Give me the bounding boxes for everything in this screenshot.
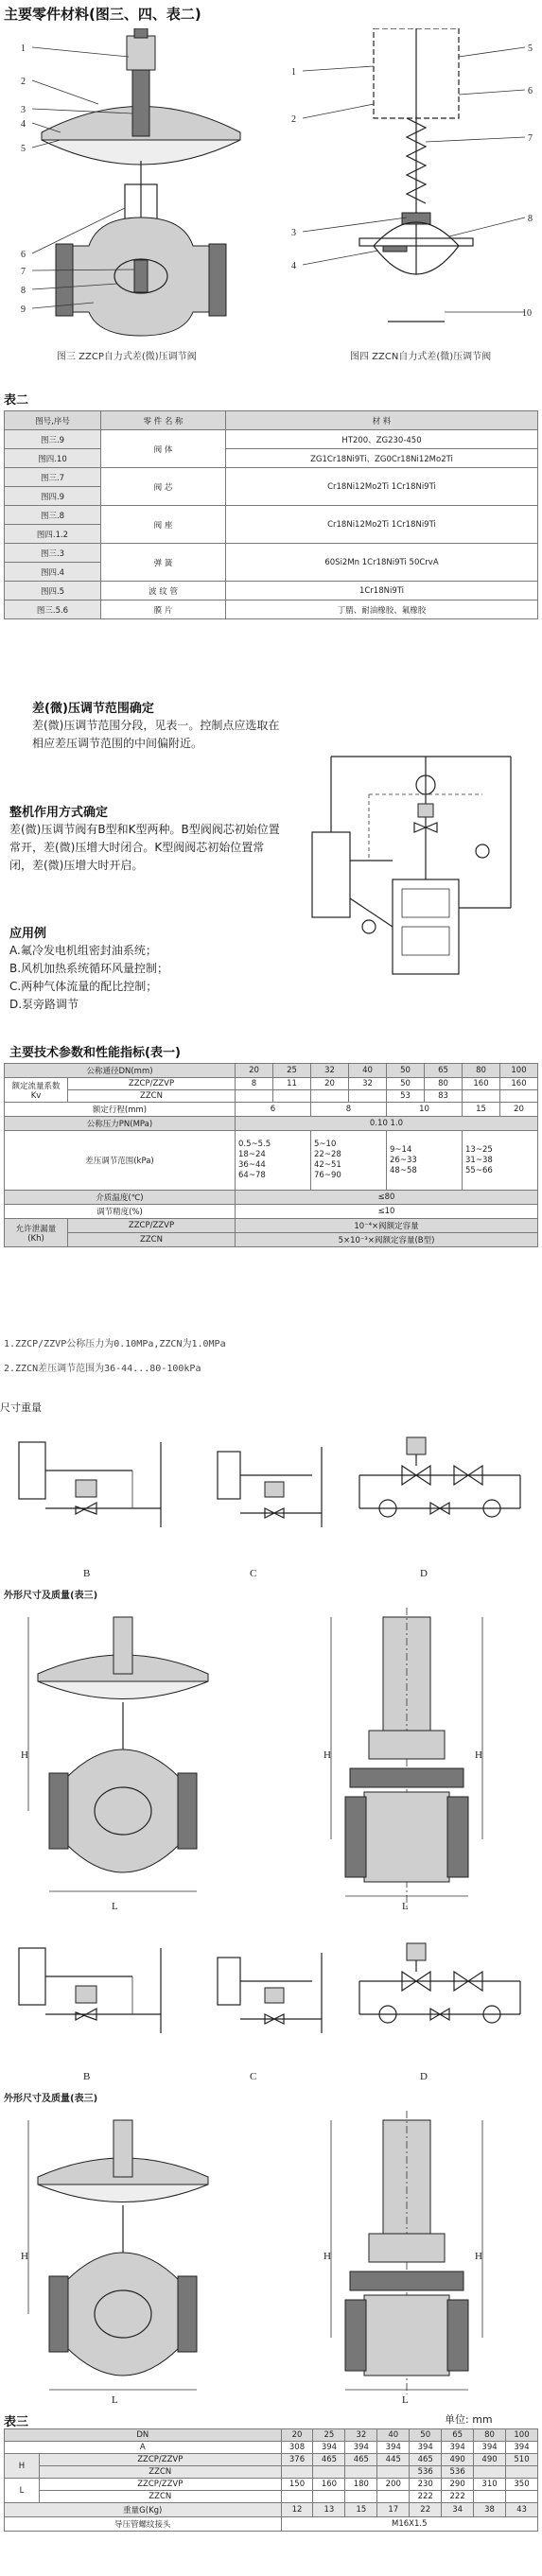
t3-l-cell: 230: [410, 2479, 442, 2491]
fig3-label-1: 1: [21, 44, 26, 54]
t3-dn-cell: 20: [281, 2429, 313, 2442]
scheme-label-b: B: [83, 1568, 91, 1579]
tech-params-table: [4, 1063, 538, 1247]
table2-mat: 1Cr18Ni9Ti: [226, 582, 538, 600]
t3-weight-cell: 38: [474, 2503, 506, 2517]
t3-a-cell: 394: [506, 2442, 538, 2454]
t3-h-cell: 490: [442, 2454, 474, 2466]
kv-zzcn-label: ZZCN: [68, 1090, 236, 1103]
t3-l-label: L: [5, 2479, 40, 2503]
accuracy-label: 调节精度(%): [5, 1205, 236, 1219]
range-value: 26~33: [390, 1155, 417, 1165]
scheme-label-d: D: [420, 2071, 428, 2082]
dimensions-table: [4, 2428, 538, 2532]
dimension-drawings-2: [9, 2111, 534, 2404]
table2-name: 阀 芯: [101, 468, 226, 506]
stroke-cell: 15: [463, 1103, 500, 1117]
t3-l-cell: 310: [474, 2479, 506, 2491]
dn-cell: 25: [273, 1064, 311, 1078]
figure-4-drawing: [284, 28, 539, 340]
action-title: 整机作用方式确定: [9, 806, 109, 820]
kv-cell: 20: [311, 1078, 349, 1090]
t3-l-cell: [281, 2491, 313, 2503]
t3-l-cell: [345, 2491, 377, 2503]
kv-cell: [349, 1090, 387, 1103]
t3-l-cell: 180: [345, 2479, 377, 2491]
t3-h-cell: [345, 2466, 377, 2479]
t3-l-cell: [474, 2491, 506, 2503]
kv-cell: [311, 1090, 349, 1103]
t3-h-cell: [474, 2466, 506, 2479]
t3-l-cell: 222: [410, 2491, 442, 2503]
stroke-cell: 10: [387, 1103, 463, 1117]
t3-dn-cell: 40: [377, 2429, 410, 2442]
range-col-1: [236, 1131, 311, 1191]
range-value: 0.5~5.5: [238, 1140, 271, 1149]
kv-cell: [500, 1090, 538, 1103]
t3-l-zzcp-label: ZZCP/ZZVP: [40, 2479, 282, 2491]
application-item-b: B.风机加热系统循环风量控制；: [9, 962, 169, 975]
range-label: 差压调节范围(kPa): [5, 1131, 236, 1191]
leak-label: 允许泄漏量(Kh): [5, 1219, 68, 1247]
section-title-materials: 主要零件材料(图三、四、表二): [4, 6, 201, 23]
t3-dn-cell: 100: [506, 2429, 538, 2442]
table2-fig: 图四.5: [5, 582, 101, 600]
dn-label: 公称通径DN(mm): [5, 1064, 236, 1078]
table2-fig: 图三.3: [5, 544, 101, 563]
table2-fig: 图四.1.2: [5, 525, 101, 544]
t3-h-cell: 536: [410, 2466, 442, 2479]
t3-weight-cell: 12: [281, 2503, 313, 2517]
leak-zzcn-value: 5×10⁻³×阀额定容量(B型): [236, 1233, 538, 1247]
kv-cell: 32: [349, 1078, 387, 1090]
t3-h-zzcn-label: ZZCN: [40, 2466, 282, 2479]
t3-h-cell: 376: [281, 2454, 313, 2466]
pn-value: 0.10 1.0: [236, 1117, 538, 1131]
t3-l-cell: 290: [442, 2479, 474, 2491]
fig4-label-8: 8: [528, 214, 533, 224]
t3-l-zzcn-label: ZZCN: [40, 2491, 282, 2503]
t3-thread-label: 导压管螺纹接头: [5, 2517, 282, 2532]
table2-fig: 图三.5.6: [5, 600, 101, 619]
kv-cell: 160: [463, 1078, 500, 1090]
t3-weight-cell: 15: [345, 2503, 377, 2517]
scheme-label-b: B: [83, 2071, 91, 2082]
range-value: 76~90: [314, 1171, 341, 1180]
dim-h-label: H: [21, 1749, 28, 1761]
table2-name: 弹 簧: [101, 544, 226, 582]
scheme-label-c: C: [250, 1568, 257, 1579]
installation-schemes-2: [9, 1929, 534, 2062]
t3-dn-cell: 80: [474, 2429, 506, 2442]
table2-mat: Cr18Ni12Mo2Ti 1Cr18Ni9Ti: [226, 468, 538, 506]
table2-fig: 图三.7: [5, 468, 101, 487]
t3-h-cell: [506, 2466, 538, 2479]
kv-cell: 11: [273, 1078, 311, 1090]
range-value: 22~28: [314, 1150, 341, 1159]
table2-name: 阀 座: [101, 506, 226, 544]
dim-h-label: H: [323, 1749, 331, 1761]
dn-cell: 32: [311, 1064, 349, 1078]
dim-h-label: H: [475, 1749, 482, 1761]
dn-cell: 100: [500, 1064, 538, 1078]
range-text: 差(微)压调节范围分段，见表一。控制点应选取在相应差压调节范围的中间偏附近。: [32, 719, 280, 750]
dim-h-label: H: [475, 2251, 482, 2262]
t3-h-cell: 445: [377, 2454, 410, 2466]
range-value: 36~44: [238, 1160, 266, 1170]
application-item-a: A.氟冷发电机组密封油系统；: [9, 944, 157, 957]
t3-a-cell: 394: [377, 2442, 410, 2454]
t3-l-cell: [506, 2491, 538, 2503]
table2-name: 膜 片: [101, 600, 226, 619]
t3-a-cell: 394: [313, 2442, 345, 2454]
t3-l-cell: 200: [377, 2479, 410, 2491]
table2-header-material: 材 料: [226, 411, 538, 430]
table3-title: 表三: [4, 2415, 29, 2429]
fig3-label-6: 6: [21, 250, 26, 260]
t3-h-cell: 510: [506, 2454, 538, 2466]
t3-weight-cell: 34: [442, 2503, 474, 2517]
fig3-label-7: 7: [21, 267, 26, 277]
application-item-d: D.泵旁路调节: [9, 998, 79, 1011]
dim-l-label: L: [112, 1901, 118, 1912]
kv-cell: 50: [387, 1078, 425, 1090]
kv-cell: 160: [500, 1078, 538, 1090]
action-text: 差(微)压调节阀有B型和K型两种。B型阀阀芯初始位置常开，差(微)压增大时闭合。K型阀阀芯初始位置常闭，差(微)压增大时开启。: [9, 823, 280, 872]
fig4-label-2: 2: [291, 114, 296, 125]
t3-weight-cell: 22: [410, 2503, 442, 2517]
dim-title-2: 外形尺寸及质量(表三): [4, 2094, 98, 2104]
table2-fig: 图四.4: [5, 563, 101, 582]
table2-mat: 丁腈、耐油橡胶、氟橡胶: [226, 600, 538, 619]
range-value: 64~78: [238, 1171, 266, 1180]
dn-cell: 20: [236, 1064, 273, 1078]
stroke-cell: 20: [500, 1103, 538, 1117]
range-value: 18~24: [238, 1150, 266, 1159]
table2-title: 表二: [4, 393, 29, 408]
fig3-label-4: 4: [21, 119, 26, 130]
t3-a-cell: 394: [474, 2442, 506, 2454]
range-value: 55~66: [465, 1165, 493, 1175]
t3-h-cell: 490: [474, 2454, 506, 2466]
t3-dn-label: DN: [5, 2429, 282, 2442]
fig3-label-9: 9: [21, 305, 26, 315]
t3-l-cell: 350: [506, 2479, 538, 2491]
dim-l-label: L: [112, 2394, 118, 2406]
installation-schemes-1: [9, 1423, 534, 1556]
dim-h-label: H: [21, 2251, 28, 2262]
t3-dn-cell: 65: [442, 2429, 474, 2442]
table2-mat: ZG1Cr18Ni9Ti、ZG0Cr18Ni12Mo2Ti: [226, 449, 538, 468]
t3-h-cell: 465: [345, 2454, 377, 2466]
fig4-label-7: 7: [528, 133, 533, 144]
application-list: [9, 942, 168, 1014]
t3-a-cell: 394: [345, 2442, 377, 2454]
table2-fig: 图三.8: [5, 506, 101, 525]
temp-label: 介质温度(℃): [5, 1191, 236, 1205]
kv-cell: [463, 1090, 500, 1103]
fig3-label-5: 5: [21, 144, 26, 154]
t3-dn-cell: 25: [313, 2429, 345, 2442]
t3-h-cell: [281, 2466, 313, 2479]
t3-a-cell: 308: [281, 2442, 313, 2454]
t3-dn-cell: 32: [345, 2429, 377, 2442]
table3-unit: 单位: mm: [445, 2413, 493, 2426]
t3-h-label: H: [5, 2454, 40, 2479]
t3-l-cell: [377, 2491, 410, 2503]
stroke-cell: 8: [311, 1103, 387, 1117]
t3-weight-cell: 17: [377, 2503, 410, 2517]
range-value: 5~10: [314, 1140, 337, 1149]
fig4-label-3: 3: [291, 228, 296, 238]
figure-3-caption: 图三 ZZCP自力式差(微)压调节阀: [57, 352, 197, 362]
t3-weight-label: 重量G(Kg): [5, 2503, 282, 2517]
table2-mat: 60Si2Mn 1Cr18Ni9Ti 50CrvA: [226, 544, 538, 582]
scheme-label-d: D: [420, 1568, 428, 1579]
t3-weight-cell: 13: [313, 2503, 345, 2517]
range-value: 42~51: [314, 1160, 341, 1170]
range-value: 13~25: [465, 1144, 493, 1155]
kv-cell: [236, 1090, 273, 1103]
t3-a-label: A: [5, 2442, 282, 2454]
table2-fig: 图四.10: [5, 449, 101, 468]
figure-4-caption: 图四 ZZCN自力式差(微)压调节阀: [350, 352, 492, 362]
table2-mat: Cr18Ni12Mo2Ti 1Cr18Ni9Ti: [226, 506, 538, 544]
table2-header-fig: 图号,序号: [5, 411, 101, 430]
kv-cell: 83: [425, 1090, 463, 1103]
application-title: 应用例: [9, 927, 47, 941]
dim-l-label: L: [402, 2394, 409, 2406]
table2-fig: 图三.9: [5, 430, 101, 449]
t3-thread-value: M16X1.5: [281, 2517, 537, 2532]
kv-zzcp-label: ZZCP/ZZVP: [68, 1078, 236, 1090]
range-col-3: [387, 1131, 463, 1191]
leak-zzcp-value: 10⁻⁴×阀额定容量: [236, 1219, 538, 1233]
fig4-label-1: 1: [291, 67, 296, 78]
dim-title-1: 外形尺寸及质量(表三): [4, 1591, 98, 1601]
scheme-label-c: C: [250, 2071, 257, 2082]
fig3-label-2: 2: [21, 77, 26, 87]
t3-a-cell: 394: [442, 2442, 474, 2454]
fig4-label-6: 6: [528, 86, 533, 96]
table2-mat: HT200、ZG230-450: [226, 430, 538, 449]
dn-cell: 50: [387, 1064, 425, 1078]
kv-cell: [273, 1090, 311, 1103]
range-col-4: [463, 1131, 538, 1191]
t3-l-cell: 222: [442, 2491, 474, 2503]
dimension-drawings-1: [9, 1608, 534, 1920]
fig4-label-5: 5: [528, 44, 533, 54]
t3-l-cell: [313, 2491, 345, 2503]
application-item-c: C.两种气体流量的配比控制；: [9, 980, 158, 993]
dn-cell: 65: [425, 1064, 463, 1078]
materials-table: [4, 410, 538, 619]
dim-h-label: H: [323, 2251, 331, 2262]
kv-cell: 80: [425, 1078, 463, 1090]
table1-title: 主要技术参数和性能指标(表一): [9, 1046, 181, 1060]
t3-weight-cell: 43: [506, 2503, 538, 2517]
stroke-label: 额定行程(mm): [5, 1103, 236, 1117]
fig4-label-10: 10: [522, 308, 532, 319]
note-2: 2.ZZCN差压调节范围为36-44...80-100kPa: [4, 1364, 201, 1374]
range-value: 9~14: [390, 1144, 412, 1155]
table2-fig: 图四.9: [5, 487, 101, 506]
note-1: 1.ZZCP/ZZVP公称压力为0.10MPa,ZZCN为1.0MPa: [4, 1339, 226, 1349]
table2-name: 阀 体: [101, 430, 226, 468]
temp-value: ≤80: [236, 1191, 538, 1205]
size-weight-title: 尺寸重量: [0, 1401, 42, 1414]
leak-zzcn-label: ZZCN: [68, 1233, 236, 1247]
leak-zzcp-label: ZZCP/ZZVP: [68, 1219, 236, 1233]
t3-l-cell: 150: [281, 2479, 313, 2491]
pn-label: 公称压力PN(MPa): [5, 1117, 236, 1131]
t3-h-cell: 465: [313, 2454, 345, 2466]
dim-l-label: L: [402, 1901, 409, 1912]
fig3-label-3: 3: [21, 105, 26, 115]
accuracy-value: ≤10: [236, 1205, 538, 1219]
range-value: 48~58: [390, 1165, 417, 1175]
t3-h-zzcp-label: ZZCP/ZZVP: [40, 2454, 282, 2466]
table2-header-name: 零 件 名 称: [101, 411, 226, 430]
system-schematic: [293, 738, 530, 983]
kv-label: 额定流量系数Kv: [5, 1078, 68, 1103]
range-col-2: [311, 1131, 387, 1191]
t3-h-cell: [313, 2466, 345, 2479]
table2-name: 波 纹 管: [101, 582, 226, 600]
t3-a-cell: 394: [410, 2442, 442, 2454]
range-title: 差(微)压调节范围确定: [32, 702, 154, 716]
kv-cell: 53: [387, 1090, 425, 1103]
fig3-label-8: 8: [21, 286, 26, 296]
t3-h-cell: [377, 2466, 410, 2479]
t3-dn-cell: 50: [410, 2429, 442, 2442]
kv-cell: 8: [236, 1078, 273, 1090]
figure-3-drawing: [4, 28, 264, 340]
t3-h-cell: 465: [410, 2454, 442, 2466]
t3-l-cell: 160: [313, 2479, 345, 2491]
stroke-cell: 6: [236, 1103, 311, 1117]
t3-h-cell: 536: [442, 2466, 474, 2479]
dn-cell: 40: [349, 1064, 387, 1078]
range-value: 31~38: [465, 1155, 493, 1165]
dn-cell: 80: [463, 1064, 500, 1078]
fig4-label-4: 4: [291, 261, 296, 271]
